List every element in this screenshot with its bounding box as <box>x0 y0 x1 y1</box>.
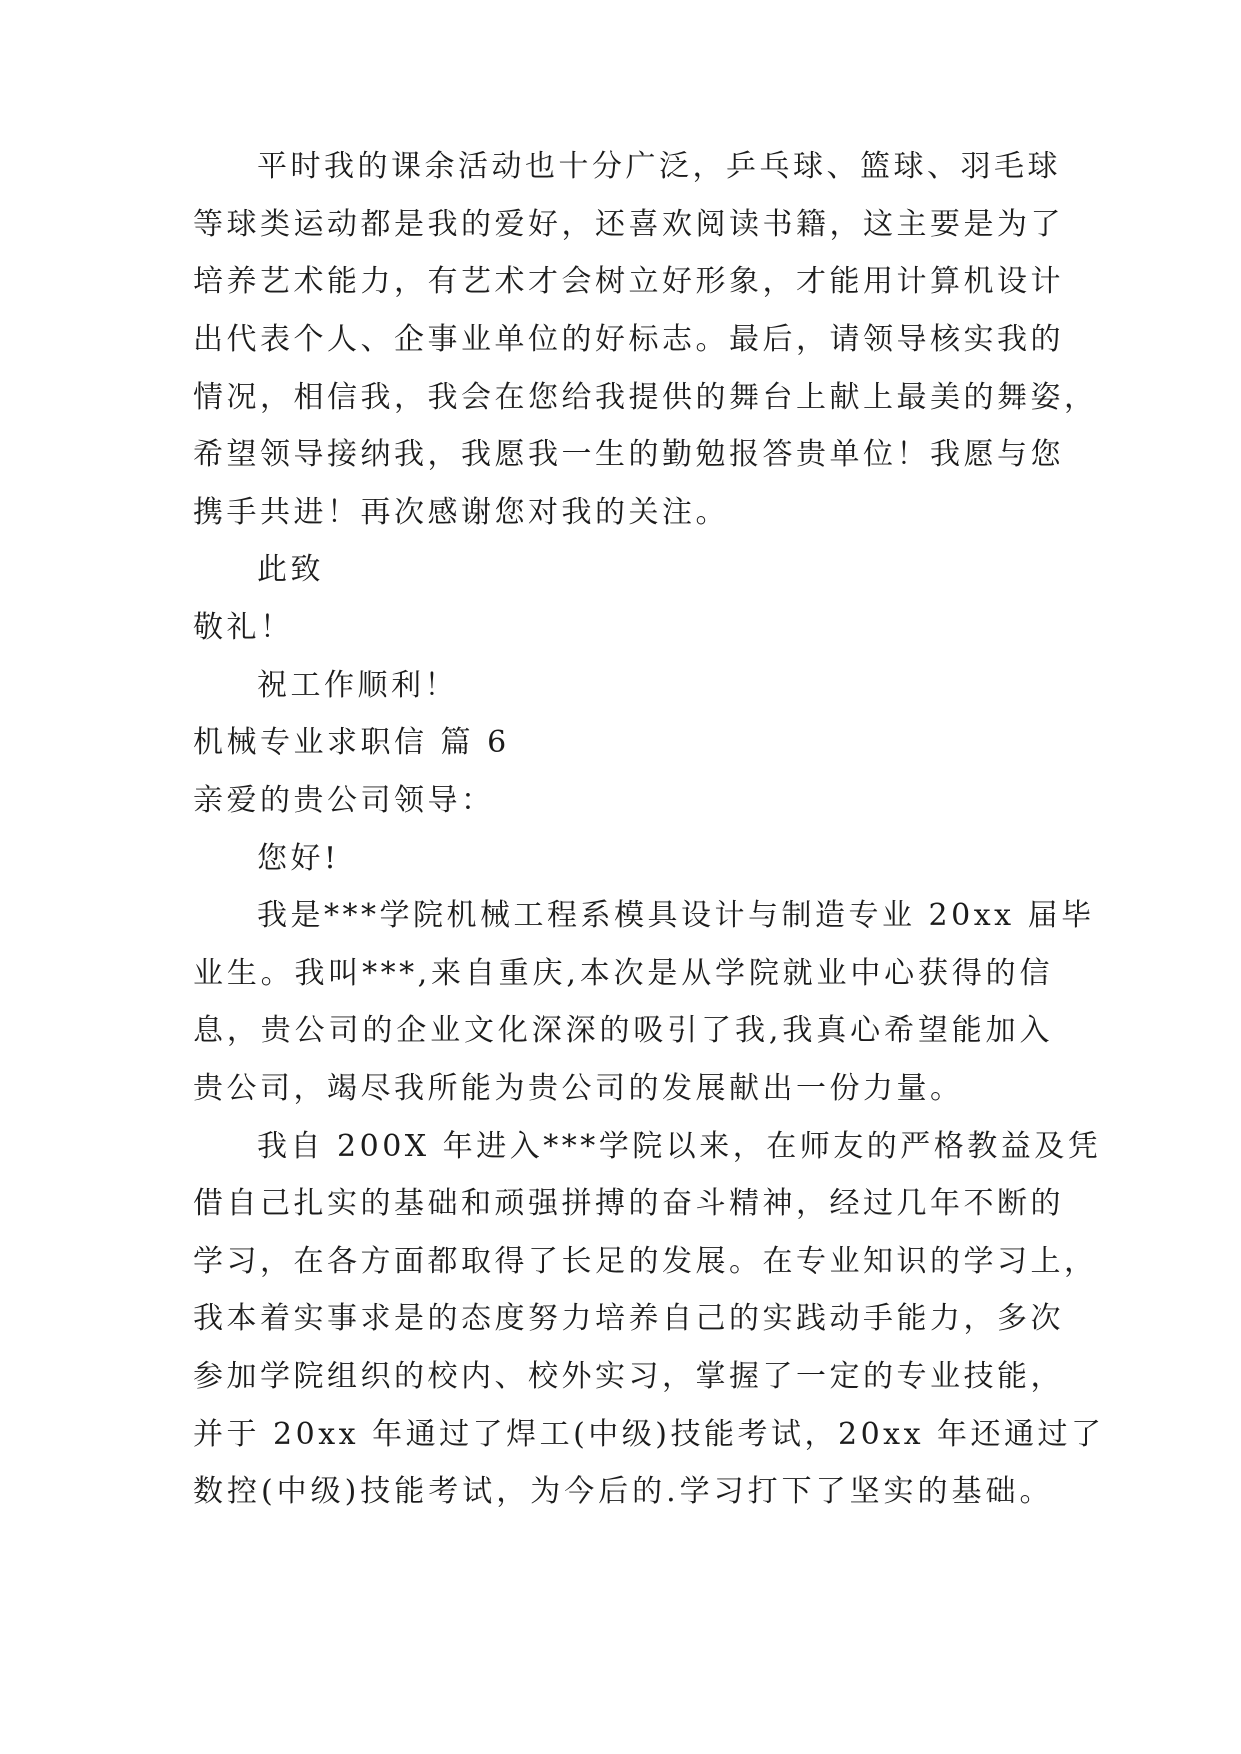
paragraph-line: 我是***学院机械工程系模具设计与制造专业 20xx 届毕 <box>257 898 1095 933</box>
paragraph-line: 贵公司，竭尽我所能为贵公司的发展献出一份力量。 <box>193 1071 964 1106</box>
paragraph-line: 携手共进！再次感谢您对我的关注。 <box>193 495 729 530</box>
paragraph-line: 数控(中级)技能考试，为今后的.学习打下了坚实的基础。 <box>193 1474 1053 1509</box>
paragraph-line: 情况，相信我，我会在您给我提供的舞台上献上最美的舞姿， <box>193 380 1098 415</box>
paragraph-line: 等球类运动都是我的爱好，还喜欢阅读书籍，这主要是为了 <box>193 207 1064 242</box>
paragraph-line: 息，贵公司的企业文化深深的吸引了我,我真心希望能加入 <box>193 1013 1053 1048</box>
paragraph-line: 借自己扎实的基础和顽强拼搏的奋斗精神，经过几年不断的 <box>193 1186 1064 1221</box>
paragraph-line: 学习，在各方面都取得了长足的发展。在专业知识的学习上， <box>193 1244 1098 1279</box>
letter-greeting-recipient: 亲爱的贵公司领导： <box>193 783 495 818</box>
paragraph-line: 业生。我叫***,来自重庆,本次是从学院就业中心获得的信 <box>193 956 1053 991</box>
section-title: 机械专业求职信 篇 6 <box>193 725 510 760</box>
closing-salutation: 此致 <box>257 552 324 587</box>
paragraph-line: 平时我的课余活动也十分广泛，乒乓球、篮球、羽毛球 <box>257 149 1061 184</box>
paragraph-line: 出代表个人、企事业单位的好标志。最后，请领导核实我的 <box>193 322 1064 357</box>
closing-regards: 敬礼！ <box>193 610 294 645</box>
paragraph-line: 希望领导接纳我，我愿我一生的勤勉报答贵单位！我愿与您 <box>193 437 1064 472</box>
paragraph-line: 参加学院组织的校内、校外实习，掌握了一定的专业技能， <box>193 1359 1064 1394</box>
paragraph-line: 培养艺术能力，有艺术才会树立好形象，才能用计算机设计 <box>193 264 1064 299</box>
paragraph-line: 并于 20xx 年通过了焊工(中级)技能考试，20xx 年还通过了 <box>193 1417 1105 1452</box>
letter-greeting: 您好! <box>257 841 340 876</box>
closing-wish: 祝工作顺利！ <box>257 668 458 703</box>
paragraph-line: 我自 200X 年进入***学院以来，在师友的严格教益及凭 <box>257 1129 1102 1164</box>
paragraph-line: 我本着实事求是的态度努力培养自己的实践动手能力，多次 <box>193 1301 1064 1336</box>
